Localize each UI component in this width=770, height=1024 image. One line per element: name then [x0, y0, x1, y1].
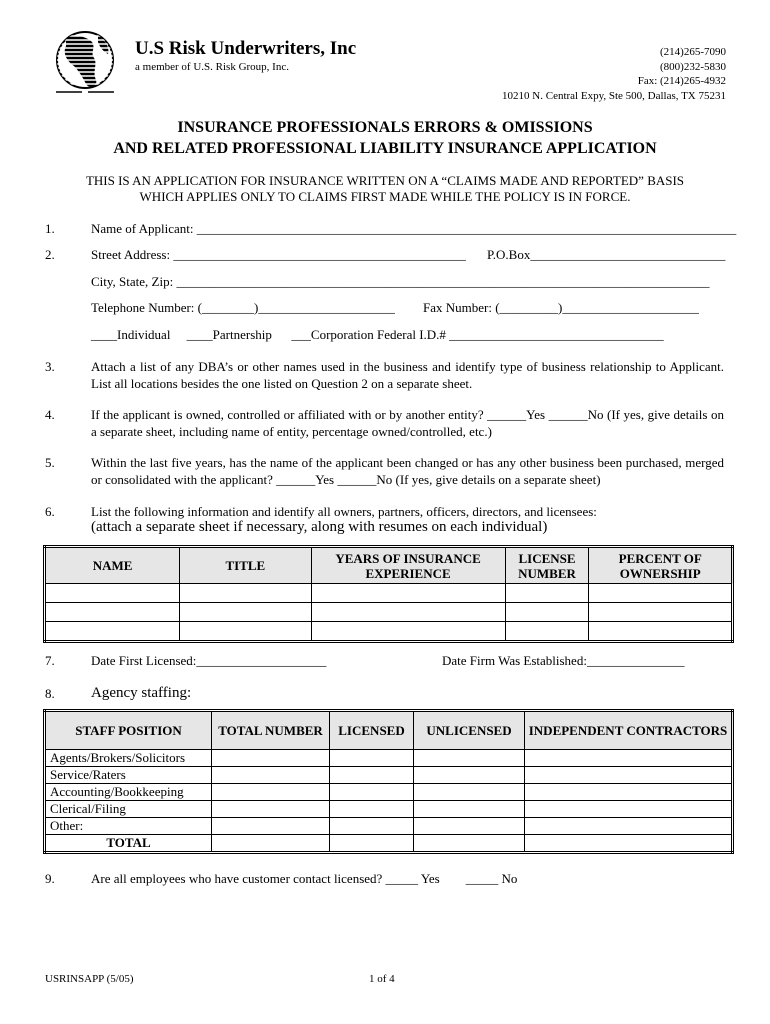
owner-years-cell[interactable] [311, 584, 505, 603]
question-5-number: 5. [45, 455, 55, 470]
question-8-text: Agency staffing: [91, 685, 192, 701]
owner-percent-cell[interactable] [589, 584, 733, 603]
owner-title-cell[interactable] [180, 622, 311, 642]
owner-license-cell[interactable] [505, 603, 589, 622]
staff-contractors-cell[interactable] [525, 801, 733, 818]
staff-licensed-cell[interactable] [330, 835, 414, 853]
owners-table-header [45, 547, 733, 584]
owners-col-name: NAME [45, 547, 180, 584]
owner-license-cell[interactable] [505, 584, 589, 603]
staffing-table-header [45, 711, 733, 750]
staff-licensed-cell[interactable] [330, 767, 414, 784]
staff-unlicensed-cell[interactable] [414, 818, 525, 835]
form-subtitle-line2: WHICH APPLIES ONLY TO CLAIMS FIRST MADE WHILE THE POLICY IS IN FORCE. [139, 189, 631, 204]
owners-col-years: YEARS OF INSURANCE EXPERIENCE [311, 547, 505, 584]
staff-unlicensed-cell[interactable] [414, 767, 525, 784]
owners-col-title: TITLE [180, 547, 311, 584]
table-row [45, 801, 733, 818]
table-row [45, 622, 733, 642]
staff-position-label: Agents/Brokers/Solicitors [45, 750, 212, 767]
staff-position-label: Other: [45, 818, 212, 835]
question-6-note: (attach a separate sheet if necessary, along with resumes on each individual) [91, 519, 548, 535]
contact-block [502, 45, 726, 103]
staff-total-cell[interactable] [212, 750, 330, 767]
staff-unlicensed-cell[interactable] [414, 835, 525, 853]
staff-total-cell[interactable] [212, 784, 330, 801]
staff-total-cell[interactable] [212, 818, 330, 835]
date-first-licensed-field[interactable]: Date First Licensed:____________________ [91, 653, 327, 668]
phone-tollfree: (800)232-5830 [660, 60, 726, 73]
staff-contractors-cell[interactable] [525, 750, 733, 767]
question-4-text[interactable]: If the applicant is owned, controlled or affiliated with or by another entity? ______Yes ______No (If yes, give details on a separate sheet, including name of entity, percentage owned/controlled, etc.) [91, 407, 724, 439]
staff-col-licensed: LICENSED [330, 711, 414, 750]
question-6-number: 6. [45, 504, 55, 519]
company-name: U.S Risk Underwriters, Inc [135, 38, 357, 59]
staff-licensed-cell[interactable] [330, 818, 414, 835]
fax-number: Fax: (214)265-4932 [637, 75, 726, 87]
question-3-number: 3. [45, 359, 55, 374]
owner-title-cell[interactable] [180, 584, 311, 603]
entity-type-field[interactable]: ____Individual ____Partnership ___Corporation Federal I.D.# _________________________________ [91, 327, 664, 342]
owners-table [43, 545, 734, 643]
owner-years-cell[interactable] [311, 622, 505, 642]
applicant-name-field[interactable]: Name of Applicant: ___________________________________________________________________________________ [91, 221, 737, 236]
staff-contractors-cell[interactable] [525, 835, 733, 853]
form-id: USRINSAPP (5/05) [45, 973, 134, 985]
question-7-number: 7. [45, 653, 55, 668]
owner-name-cell[interactable] [45, 622, 180, 642]
table-row [45, 584, 733, 603]
date-firm-established-field[interactable]: Date Firm Was Established:_______________ [442, 653, 685, 668]
po-box-field[interactable]: P.O.Box______________________________ [487, 247, 726, 262]
question-3-text: Attach a list of any DBA’s or other names used in the business and identify type of business relationship to Applicant. List all locations besides the one listed on Question 2 on a separate sheet. [91, 359, 724, 391]
staff-total-cell[interactable] [212, 835, 330, 853]
question-8-number: 8. [45, 686, 55, 701]
table-row [45, 818, 733, 835]
owners-col-percent: PERCENT OF OWNERSHIP [589, 547, 733, 584]
staff-position-label: Clerical/Filing [45, 801, 212, 818]
staff-total-label: TOTAL [45, 835, 212, 853]
question-4-number: 4. [45, 407, 55, 422]
question-5-text[interactable]: Within the last five years, has the name of the applicant been changed or has any other business been purchased, merged or consolidated with the applicant? ______Yes ______No (If yes, give details on a separate sheet) [91, 455, 724, 487]
table-row [45, 835, 733, 853]
fax-field[interactable]: Fax Number: (_________)_____________________ [423, 300, 699, 315]
owner-percent-cell[interactable] [589, 603, 733, 622]
form-title-line1: INSURANCE PROFESSIONALS ERRORS & OMISSIONS [177, 119, 593, 136]
owner-years-cell[interactable] [311, 603, 505, 622]
question-2-number: 2. [45, 247, 55, 262]
owners-col-license: LICENSE NUMBER [505, 547, 589, 584]
telephone-field[interactable]: Telephone Number: (________)_____________________ [91, 300, 395, 315]
question-9-number: 9. [45, 871, 55, 886]
staff-contractors-cell[interactable] [525, 818, 733, 835]
form-subtitle-line1: THIS IS AN APPLICATION FOR INSURANCE WRITTEN ON A “CLAIMS MADE AND REPORTED” BASIS [85, 173, 685, 188]
street-address-field[interactable]: Street Address: _____________________________________________ [91, 247, 466, 262]
globe-logo-icon [52, 28, 118, 96]
staff-total-cell[interactable] [212, 801, 330, 818]
table-row [45, 603, 733, 622]
company-address: 10210 N. Central Expy, Ste 500, Dallas, TX 75231 [502, 89, 726, 102]
staff-contractors-cell[interactable] [525, 767, 733, 784]
question-9-text[interactable]: Are all employees who have customer contact licensed? _____ Yes _____ No [91, 871, 518, 886]
form-title-line2: AND RELATED PROFESSIONAL LIABILITY INSURANCE APPLICATION [113, 140, 657, 157]
table-row [45, 767, 733, 784]
owner-percent-cell[interactable] [589, 622, 733, 642]
phone-primary: (214)265-7090 [660, 46, 726, 58]
table-row [45, 750, 733, 767]
owner-license-cell[interactable] [505, 622, 589, 642]
staff-contractors-cell[interactable] [525, 784, 733, 801]
staff-licensed-cell[interactable] [330, 750, 414, 767]
question-1-number: 1. [45, 221, 55, 236]
staff-unlicensed-cell[interactable] [414, 801, 525, 818]
owner-name-cell[interactable] [45, 584, 180, 603]
staffing-table [43, 709, 734, 854]
staff-unlicensed-cell[interactable] [414, 784, 525, 801]
staff-licensed-cell[interactable] [330, 784, 414, 801]
staff-position-label: Accounting/Bookkeeping [45, 784, 212, 801]
staff-position-label: Service/Raters [45, 767, 212, 784]
staff-unlicensed-cell[interactable] [414, 750, 525, 767]
staff-total-cell[interactable] [212, 767, 330, 784]
staff-col-contractors: INDEPENDENT CONTRACTORS [525, 711, 733, 750]
owner-title-cell[interactable] [180, 603, 311, 622]
table-row [45, 784, 733, 801]
owner-name-cell[interactable] [45, 603, 180, 622]
staff-col-position: STAFF POSITION [45, 711, 212, 750]
page-number: 1 of 4 [369, 973, 395, 985]
staff-col-total: TOTAL NUMBER [212, 711, 330, 750]
company-member-note: a member of U.S. Risk Group, Inc. [135, 61, 289, 73]
staff-licensed-cell[interactable] [330, 801, 414, 818]
staff-col-unlicensed: UNLICENSED [414, 711, 525, 750]
question-6-text: List the following information and identify all owners, partners, officers, directors, and licensees: [91, 504, 597, 519]
city-state-zip-field[interactable]: City, State, Zip: __________________________________________________________________________________ [91, 274, 710, 289]
